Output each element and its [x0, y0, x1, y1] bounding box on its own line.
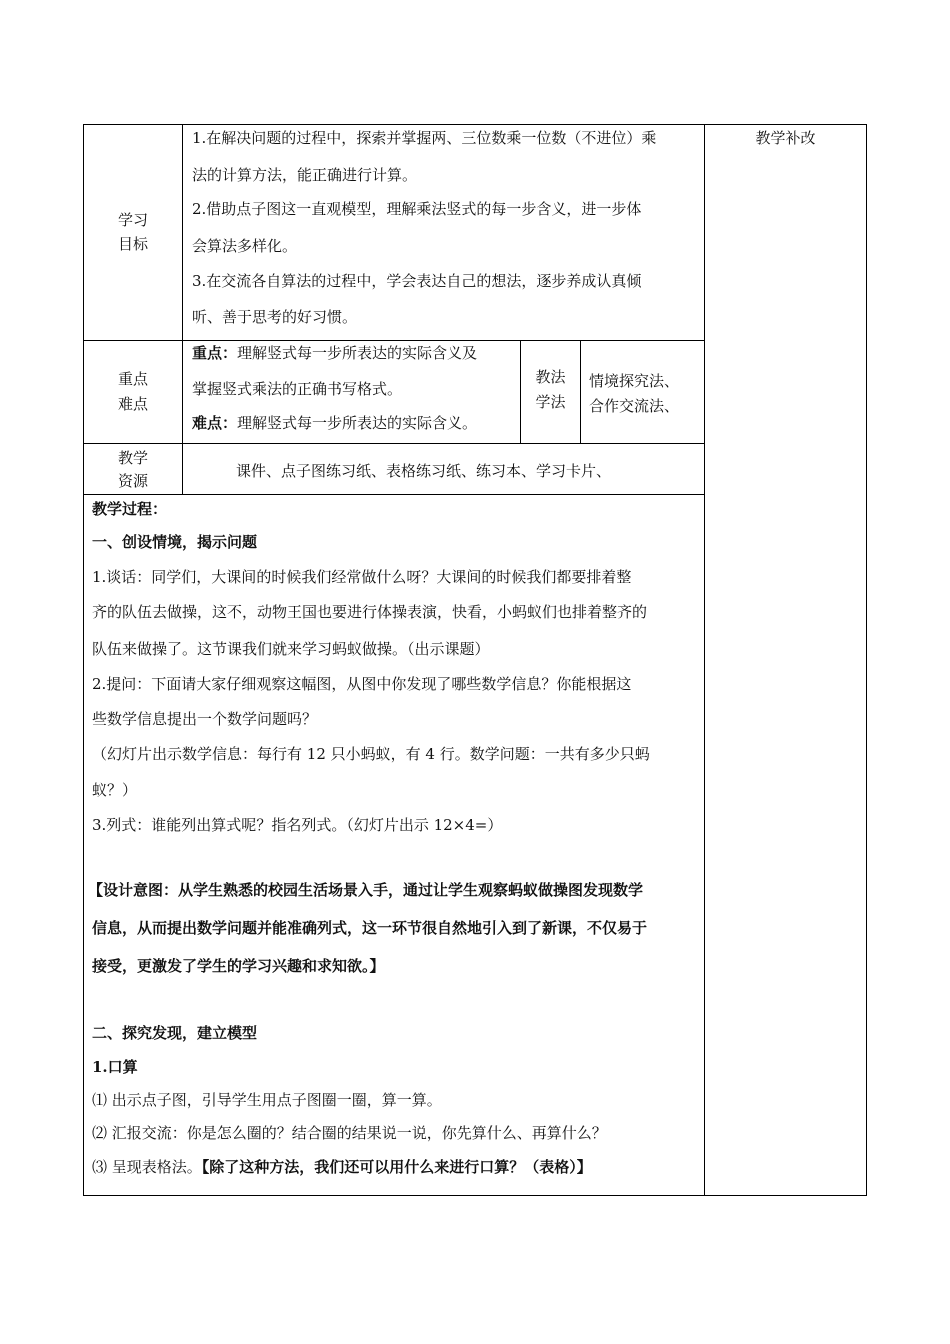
method-label-line1: 教法 [535, 368, 566, 386]
resources-label-line1: 教学 [117, 449, 148, 467]
objective-line: 3.在交流各自算法的过程中，学会表达自己的想法，逐步养成认真倾 [192, 272, 642, 290]
focus-line-1 [192, 343, 477, 363]
row-divider-1 [83, 340, 705, 341]
resources-text: 课件、点子图练习纸、表格练习纸、练习本、学习卡片、 [236, 462, 612, 480]
objectives-label-line1: 学习 [117, 211, 148, 229]
process-title: 教学过程： [92, 500, 168, 518]
method-label-line2: 学法 [535, 393, 566, 411]
keypoints-label-line2: 难点 [117, 395, 148, 413]
right-column-divider [704, 124, 705, 1196]
process-line: 蚁？） [92, 781, 138, 799]
process-line: 3.列式：谁能列出算式呢？指名列式。（幻灯片出示 12×4=） [92, 816, 503, 834]
design-intent-line: 【设计意图：从学生熟悉的校园生活场景入手，通过让学生观察蚂蚁做操图发现数学 [88, 881, 644, 899]
right-column-header: 教学补改 [755, 129, 816, 147]
focus-line-2: 掌握竖式乘法的正确书写格式。 [192, 380, 403, 398]
sub1-title: 1.口算 [92, 1058, 138, 1076]
method-line1: 情境探究法、 [589, 372, 680, 390]
sub1-line [92, 1157, 592, 1177]
design-intent-line: 接受，更激发了学生的学习兴趣和求知欲。】 [92, 957, 385, 975]
row-divider-3 [83, 494, 705, 495]
sub1-line3-note: 【除了这种方法，我们还可以用什么来进行口算？（表格）】 [201, 1158, 592, 1176]
process-line: （幻灯片出示数学信息：每行有 12 只小蚂蚁，有 4 行。数学问题：一共有多少只蚂 [92, 745, 650, 763]
section2-title: 二、探究发现，建立模型 [92, 1024, 258, 1042]
difficulty-text: 理解竖式每一步所表达的实际含义。 [237, 414, 478, 432]
objective-line: 会算法多样化。 [192, 237, 298, 255]
process-line: 1.谈话：同学们，大课间的时候我们经常做什么呀？大课间的时候我们都要排着整 [92, 568, 632, 586]
resources-label-line2: 资源 [117, 472, 148, 490]
keypoints-label-line1: 重点 [117, 370, 148, 388]
objective-line: 2.借助点子图这一直观模型，理解乘法竖式的每一步含义，进一步体 [192, 200, 642, 218]
design-intent-line: 信息，从而提出数学问题并能准确列式，这一环节很自然地引入到了新课，不仅易于 [92, 919, 648, 937]
objective-line: 听、善于思考的好习惯。 [192, 308, 358, 326]
difficulty-label: 难点： [192, 414, 238, 432]
focus-label: 重点： [192, 344, 238, 362]
sub1-line: ⑵ 汇报交流：你是怎么圈的？结合圈的结果说一说，你先算什么、再算什么？ [92, 1124, 607, 1142]
process-line: 2.提问：下面请大家仔细观察这幅图，从图中你发现了哪些数学信息？你能根据这 [92, 675, 632, 693]
label-column-divider [182, 124, 183, 494]
process-line: 队伍来做操了。这节课我们就来学习蚂蚁做操。（出示课题） [92, 640, 490, 658]
sub1-line3-text: ⑶ 呈现表格法。 [92, 1158, 202, 1176]
sub1-line: ⑴ 出示点子图，引导学生用点子图圈一圈，算一算。 [92, 1091, 442, 1109]
process-line: 些数学信息提出一个数学问题吗？ [92, 710, 318, 728]
difficulty-line [192, 413, 477, 433]
objective-line: 法的计算方法，能正确进行计算。 [192, 166, 418, 184]
focus-text: 理解竖式每一步所表达的实际含义及 [237, 344, 478, 362]
row-divider-2 [83, 443, 705, 444]
section1-title: 一、创设情境，揭示问题 [92, 533, 258, 551]
objective-line: 1.在解决问题的过程中，探索并掌握两、三位数乘一位数（不进位）乘 [192, 129, 657, 147]
method-line2: 合作交流法、 [589, 397, 680, 415]
objectives-label-line2: 目标 [117, 235, 148, 253]
method-divider-right [580, 340, 581, 443]
process-line: 齐的队伍去做操，这不，动物王国也要进行体操表演，快看，小蚂蚁们也排着整齐的 [92, 603, 648, 621]
